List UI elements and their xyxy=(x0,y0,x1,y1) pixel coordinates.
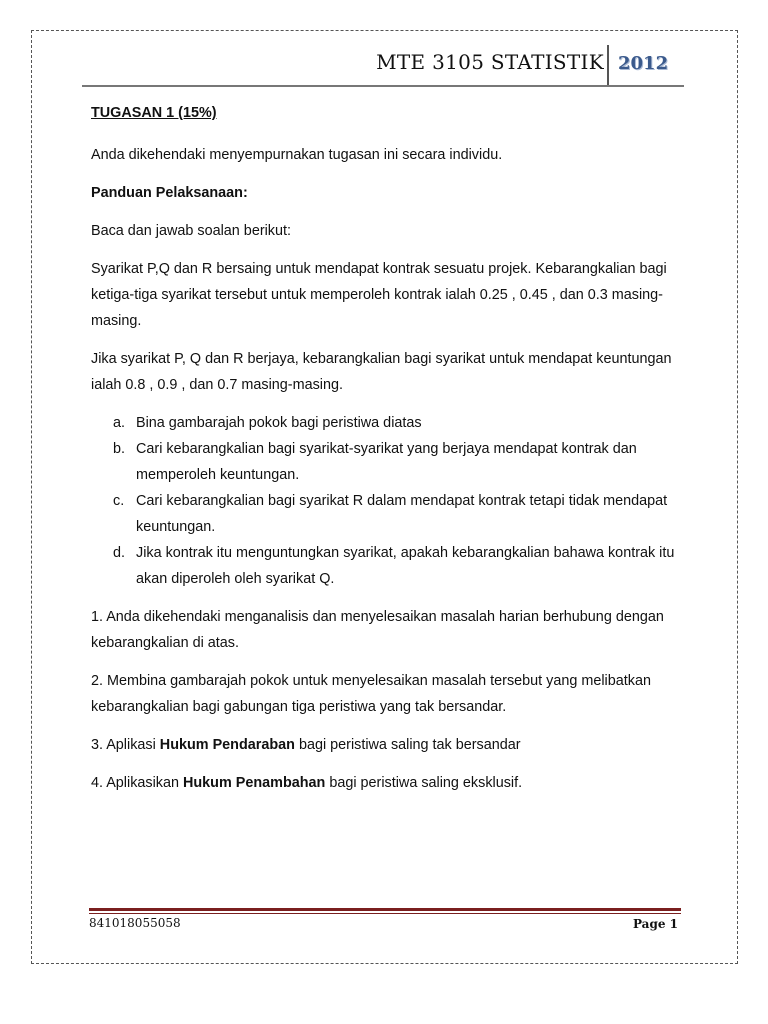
list-marker: d. xyxy=(113,545,126,561)
guide-heading: Panduan Pelaksanaan: xyxy=(91,185,248,201)
page-number: Page 1 xyxy=(632,917,678,931)
list-item xyxy=(91,540,691,592)
point-3 xyxy=(91,732,691,758)
list-marker: c. xyxy=(113,493,125,509)
document-body xyxy=(91,103,691,796)
header-year: 2012 xyxy=(618,53,669,74)
point-3-bold: Hukum Pendaraban xyxy=(159,737,295,753)
point-2: 2. Membina gambarajah pokok untuk menyelesaikan masalah tersebut yang melibatkan kebarangkalian bagi gabungan tiga peristiwa yang tak bersandar. xyxy=(91,673,651,715)
list-item xyxy=(91,410,691,436)
list-marker: b. xyxy=(113,441,126,457)
point-3-prefix: 3. Aplikasi xyxy=(91,737,160,753)
point-4-prefix: 4. Aplikasikan xyxy=(91,775,183,791)
list-item xyxy=(91,436,691,488)
instruction-text: Baca dan jawab soalan berikut: xyxy=(91,223,292,239)
header-title: MTE 3105 STATISTIK xyxy=(376,50,604,74)
question-text: Jika kontrak itu menguntungkan syarikat, apakah kebarangkalian bahawa kontrak itu akan diperoleh oleh syarikat Q. xyxy=(136,545,675,587)
question-text: Cari kebarangkalian bagi syarikat R dalam mendapat kontrak tetapi tidak mendapat keuntungan. xyxy=(136,493,668,535)
point-4 xyxy=(91,770,691,796)
footer-rule-thick xyxy=(89,908,681,911)
footer-id-number: 841018055058 xyxy=(89,916,181,930)
intro-text: Anda dikehendaki menyempurnakan tugasan ini secara individu. xyxy=(91,147,503,163)
footer-rule-thin xyxy=(89,913,681,914)
point-4-suffix: bagi peristiwa saling eksklusif. xyxy=(325,775,523,791)
header-divider xyxy=(607,45,609,87)
question-text: Bina gambarajah pokok bagi peristiwa diatas xyxy=(136,415,422,431)
assignment-title: TUGASAN 1 (15%) xyxy=(91,105,217,121)
header-rule xyxy=(82,85,684,87)
point-4-bold: Hukum Penambahan xyxy=(183,775,326,791)
scenario-paragraph: Syarikat P,Q dan R bersaing untuk mendapat kontrak sesuatu projek. Kebarangkalian bagi ketiga-tiga syarikat tersebut untuk memperoleh kontrak ialah 0.25 , 0.45 , dan 0.3 masing-masing. xyxy=(91,261,667,329)
list-marker: a. xyxy=(113,415,126,431)
point-1: 1. Anda dikehendaki menganalisis dan menyelesaikan masalah harian berhubung dengan kebarangkalian di atas. xyxy=(91,609,664,651)
profit-paragraph: Jika syarikat P, Q dan R berjaya, kebarangkalian bagi syarikat untuk mendapat keuntungan ialah 0.8 , 0.9 , dan 0.7 masing-masing. xyxy=(91,351,672,393)
list-item xyxy=(91,488,691,540)
question-list xyxy=(91,410,691,592)
question-text: Cari kebarangkalian bagi syarikat-syarikat yang berjaya mendapat kontrak dan memperoleh keuntungan. xyxy=(136,441,637,483)
point-3-suffix: bagi peristiwa saling tak bersandar xyxy=(294,737,521,753)
